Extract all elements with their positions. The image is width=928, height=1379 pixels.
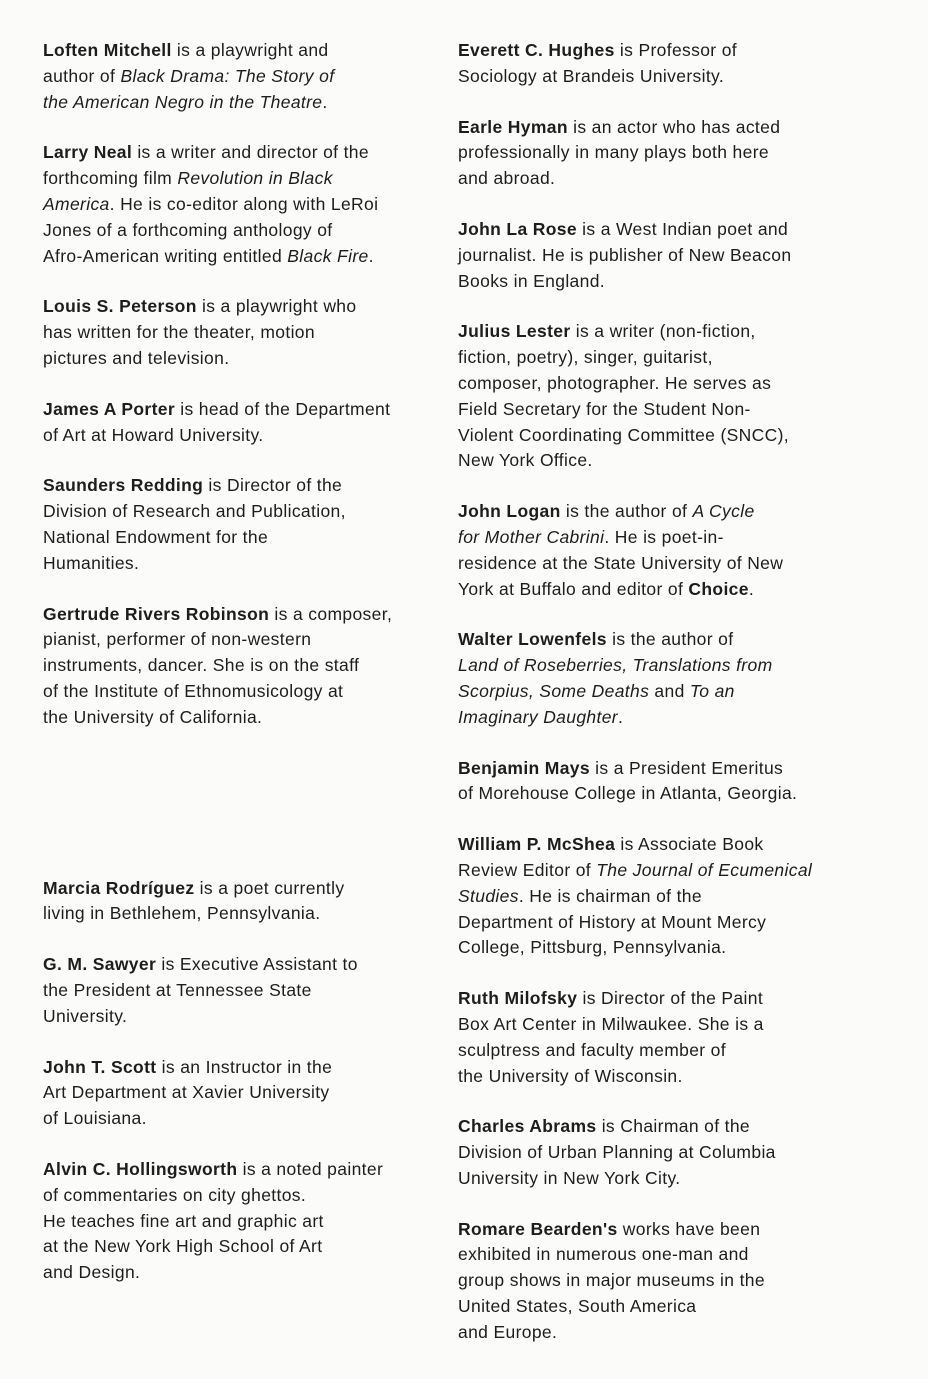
bio-text: works have been exhibited in numerous one-man and group shows in major museums in the United States, South America and Europe. [458, 1218, 765, 1342]
bio-text: is the author of [560, 501, 693, 522]
contributor-entry-julius-lester [458, 319, 898, 474]
contributor-entry-saunders-redding [43, 473, 423, 576]
contributor-entry-john-t-scott [43, 1055, 423, 1132]
italic-title: Black Fire [287, 245, 369, 266]
italic-title: Land of Roseberries, Translations from Scorpius, Some Deaths [458, 655, 773, 701]
contributor-entry-william-p-mcshea [458, 832, 898, 961]
bio-text: is Chairman of the Division of Urban Planning at Columbia University in New York City. [458, 1116, 776, 1188]
bio-text: . He is poet-in- residence at the State University of New York at Buffalo and editor of [458, 526, 784, 599]
entry-spacer [43, 269, 423, 294]
entry-spacer [43, 1030, 423, 1055]
contributor-name: Julius Lester [458, 321, 571, 342]
contributor-name: Gertrude Rivers Robinson [43, 603, 270, 624]
contributor-entry-everett-c-hughes [458, 38, 898, 90]
contributors-left-column [43, 38, 423, 1286]
contributor-entry-romare-bearden-s [458, 1217, 898, 1346]
italic-title: Black Drama: The Story of the American Negro in the Theatre [43, 65, 335, 112]
bio-text: . [368, 245, 374, 266]
entry-spacer [458, 731, 898, 756]
entry-spacer [458, 961, 898, 986]
contributor-name: Loften Mitchell [43, 40, 172, 60]
bio-text: is Director of the Division of Research and Publication, National Endowment for the Humanities. [43, 475, 346, 573]
italic-title: The Journal of Ecumenical Studies [458, 859, 813, 906]
bio-text: is a noted painter of commentaries on city ghettos. He teaches fine art and graphic art at the New York High School of Art and Design. [43, 1158, 384, 1283]
contributor-entry-ruth-milofsky [458, 986, 898, 1089]
bio-text: is Professor of Sociology at Brandeis University. [458, 40, 737, 86]
entry-spacer [458, 294, 898, 319]
contributor-entry-john-logan [458, 499, 898, 602]
contributor-entry-gertrude-rivers-robinson [43, 602, 423, 731]
contributors-right-column [458, 38, 898, 1346]
entry-spacer [43, 448, 423, 473]
contributor-entry-loften-mitchell [43, 38, 423, 115]
contributor-name: William P. McShea [458, 834, 616, 855]
bio-text: is a poet currently living in Bethlehem, Pennsylvania. [43, 877, 345, 924]
bio-text: and [649, 680, 690, 701]
contributor-entry-benjamin-mays [458, 756, 898, 808]
contributor-name: Marcia Rodríguez [43, 877, 195, 898]
entry-spacer [458, 807, 898, 832]
contributor-entry-alvin-c-hollingsworth [43, 1157, 423, 1286]
entry-spacer [43, 1132, 423, 1157]
bio-text: is a West Indian poet and journalist. He is publisher of New Beacon Books in England. [458, 218, 792, 291]
contributor-name: James A Porter [43, 398, 175, 419]
bio-text: is a writer (non-fiction, fiction, poetry), singer, guitarist, composer, photographer. He serves as Field Secretary for the Student Non- Violent Coordinating Committee (SNCC), New York Office. [458, 321, 790, 471]
contributor-name: Larry Neal [43, 142, 133, 163]
entry-spacer [43, 927, 423, 952]
contributor-name: Louis S. Peterson [43, 296, 197, 317]
contributor-name: John Logan [458, 501, 561, 522]
bio-text: is the author of [612, 629, 734, 650]
contributor-name: Walter Lowenfels [458, 629, 607, 650]
contributor-entry-james-a-porter [43, 397, 423, 449]
bio-text: is head of the Department of Art at Howard University. [43, 398, 391, 445]
bio-text: . He is co-editor along with LeRoi Jones of a forthcoming anthology of Afro-American writing entitled [43, 193, 379, 266]
contributor-name: Benjamin Mays [458, 757, 590, 778]
bio-text: is an Instructor in the Art Department at Xavier University of Louisiana. [43, 1056, 333, 1129]
entry-spacer [43, 115, 423, 140]
bio-text: is a composer, pianist, performer of non-western instruments, dancer. She is on the staff of the Institute of Ethnomusicology at the University of California. [43, 603, 393, 727]
contributor-entry-g-m-sawyer [43, 952, 423, 1029]
contributor-entry-john-la-rose [458, 217, 898, 294]
contributor-name: John La Rose [458, 218, 577, 239]
contributor-entry-walter-lowenfels [458, 627, 898, 730]
bio-text: is an actor who has acted professionally in many plays both here and abroad. [458, 116, 781, 189]
contributor-name: Earle Hyman [458, 116, 568, 137]
bio-text: is a playwright and author of [43, 40, 329, 86]
contributor-entry-earle-hyman [458, 115, 898, 192]
entry-spacer [43, 372, 423, 397]
bio-text: is Director of the Paint Box Art Center in Milwaukee. She is a sculptress and faculty member of the University of Wisconsin. [458, 988, 764, 1086]
bio-text: is a President Emeritus of Morehouse College in Atlanta, Georgia. [458, 757, 798, 804]
bio-text: is Associate Book Review Editor of [458, 834, 764, 880]
bio-text: . [618, 706, 624, 727]
italic-title: A Cycle for Mother Cabrini [458, 501, 755, 547]
contributor-entry-marcia-rodriguez [43, 876, 423, 928]
bio-text: . [322, 91, 328, 112]
entry-spacer [458, 1192, 898, 1217]
contributor-entry-larry-neal [43, 140, 423, 269]
contributor-name: Ruth Milofsky [458, 988, 578, 1009]
bio-text: is a writer and director of the forthcoming film [43, 142, 369, 189]
entry-spacer [458, 602, 898, 627]
contributor-name: Saunders Redding [43, 475, 204, 496]
entry-spacer [458, 474, 898, 499]
contributor-entry-louis-s-peterson [43, 294, 423, 371]
contributor-name: Romare Bearden's [458, 1218, 618, 1239]
contributor-name: Everett C. Hughes [458, 40, 615, 60]
bio-text: . [748, 578, 755, 599]
bio-text: is Executive Assistant to the President at Tennessee State University. [43, 954, 358, 1026]
entry-spacer [43, 731, 423, 876]
contributor-entry-charles-abrams [458, 1114, 898, 1191]
entry-spacer [458, 90, 898, 115]
bold-title: Choice [688, 578, 749, 599]
entry-spacer [458, 192, 898, 217]
entry-spacer [458, 1089, 898, 1114]
italic-title: Revolution in Black America [43, 168, 333, 214]
contributor-name: G. M. Sawyer [43, 954, 157, 975]
bio-text: . He is chairman of the Department of History at Mount Mercy College, Pittsburg, Pennsylvania. [458, 885, 767, 958]
italic-title: To an Imaginary Daughter [458, 680, 735, 727]
entry-spacer [43, 577, 423, 602]
contributor-name: Alvin C. Hollingsworth [43, 1158, 238, 1179]
bio-text: is a playwright who has written for the theater, motion pictures and television. [43, 296, 357, 368]
contributor-name: Charles Abrams [458, 1116, 597, 1137]
contributor-name: John T. Scott [43, 1056, 157, 1077]
